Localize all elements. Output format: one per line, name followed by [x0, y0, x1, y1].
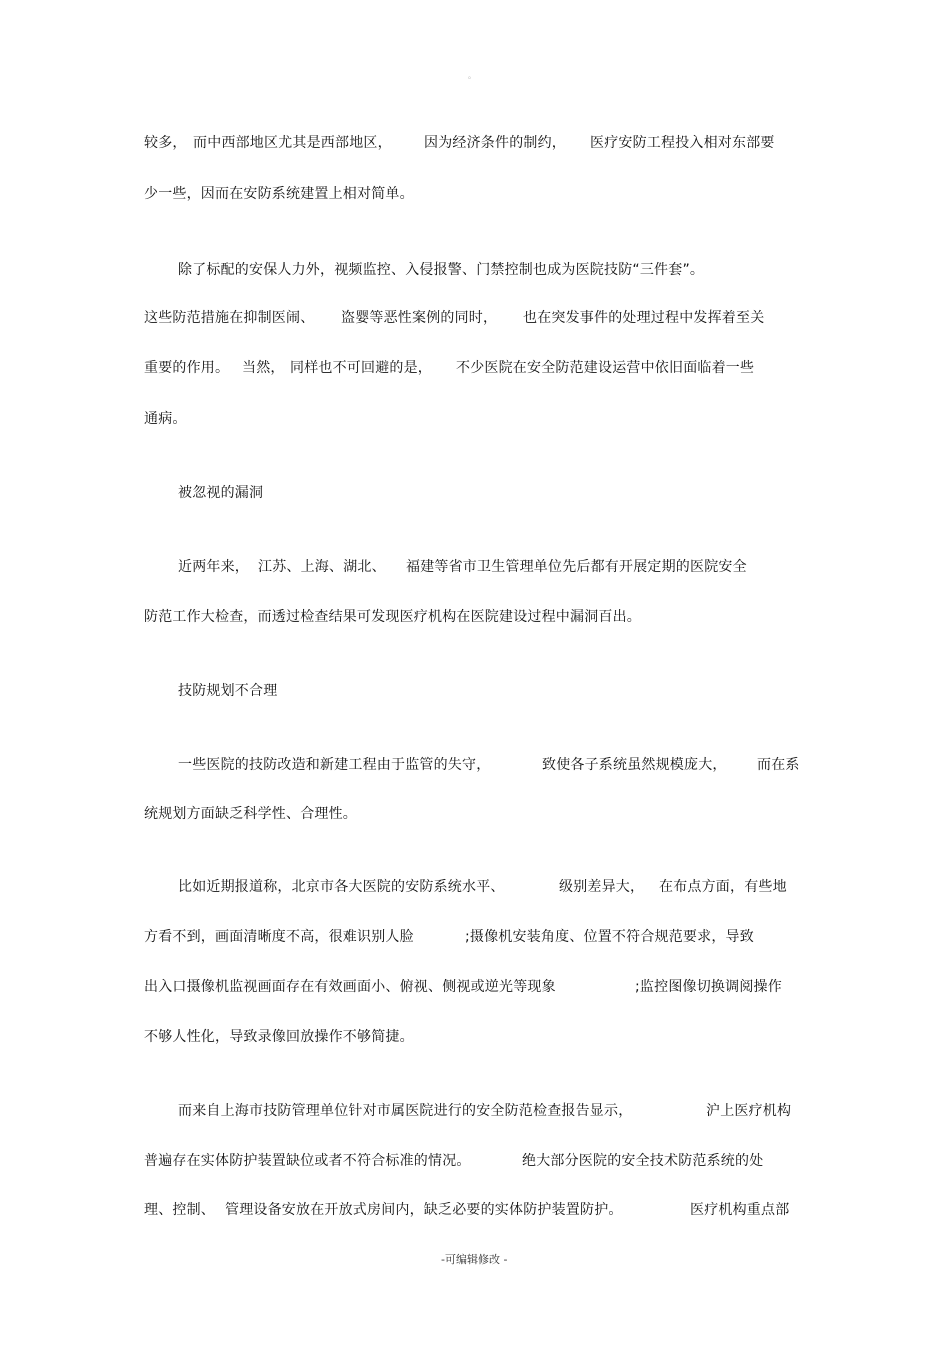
text-line-5b: 当然， [242, 360, 285, 376]
text-line-1d: 医疗安防工程投入相对东部要 [590, 135, 775, 151]
section-heading-planning: 技防规划不合理 [178, 683, 278, 699]
text-line-2: 少一些，因而在安防系统建置上相对简单。 [144, 186, 414, 202]
text-line-5c: 同样也不可回避的是， [290, 360, 432, 376]
text-line-17a: 而来自上海市技防管理单位针对市属医院进行的安全防范检查报告显示， [178, 1103, 633, 1119]
text-line-17b: 沪上医疗机构 [706, 1103, 792, 1119]
text-line-19b: 管理设备安放在开放式房间内，缺乏必要的实体防护装置防护。 [225, 1202, 623, 1218]
text-line-8b: 江苏、上海、湖北、 [258, 559, 386, 575]
text-line-19a: 理、控制、 [144, 1202, 215, 1218]
text-line-12: 统规划方面缺乏科学性、合理性。 [144, 806, 357, 822]
text-line-13b: 级别差异大， [559, 879, 645, 895]
text-line-1a: 较多， [144, 135, 187, 151]
text-line-1b: 而中西部地区尤其是西部地区， [193, 135, 392, 151]
text-line-18a: 普遍存在实体防护装置缺位或者不符合标准的情况。 [144, 1153, 471, 1169]
text-line-8a: 近两年来， [178, 559, 249, 575]
text-line-14b: ;摄像机安装角度、位置不符合规范要求，导致 [465, 929, 754, 945]
section-heading-loopholes: 被忽视的漏洞 [178, 485, 264, 501]
text-line-4c: 也在突发事件的处理过程中发挥着至关 [523, 310, 765, 326]
text-line-8c: 福建等省市卫生管理单位先后都有开展定期的医院安全 [406, 559, 747, 575]
text-line-14a: 方看不到，画面清晰度不高，很难识别人脸 [144, 929, 414, 945]
text-line-16: 不够人性化，导致录像回放操作不够简捷。 [144, 1029, 414, 1045]
text-line-15b: ;监控图像切换调阅操作 [635, 979, 782, 995]
text-line-5d: 不少医院在安全防范建设运营中依旧面临着一些 [456, 360, 755, 376]
text-line-15a: 出入口摄像机监视画面存在有效画面小、俯视、侧视或逆光等现象 [144, 979, 556, 995]
text-line-11a: 一些医院的技防改造和新建工程由于监管的失守， [178, 757, 491, 773]
text-line-19c: 医疗机构重点部 [690, 1202, 790, 1218]
text-line-1c: 因为经济条件的制约， [424, 135, 566, 151]
page-top-mark: 。 [468, 71, 476, 80]
text-line-13a: 比如近期报道称，北京市各大医院的安防系统水平、 [178, 879, 505, 895]
text-line-18b: 绝大部分医院的安全技术防范系统的处 [522, 1153, 764, 1169]
text-line-4a: 这些防范措施在抑制医闹、 [144, 310, 315, 326]
text-line-5a: 重要的作用。 [144, 360, 230, 376]
text-line-9: 防范工作大检查，而透过检查结果可发现医疗机构在医院建设过程中漏洞百出。 [144, 609, 641, 625]
text-line-13c: 在布点方面，有些地 [659, 879, 787, 895]
text-line-6: 通病。 [144, 411, 187, 427]
text-line-11c: 而在系 [757, 757, 800, 773]
text-line-11b: 致使各子系统虽然规模庞大， [542, 757, 727, 773]
text-line-4b: 盗婴等恶性案例的同时， [341, 310, 498, 326]
page-footer: -可编辑修改 - [441, 1253, 508, 1266]
text-line-3: 除了标配的安保人力外，视频监控、入侵报警、门禁控制也成为医院技防“三件套”。 [178, 262, 705, 278]
